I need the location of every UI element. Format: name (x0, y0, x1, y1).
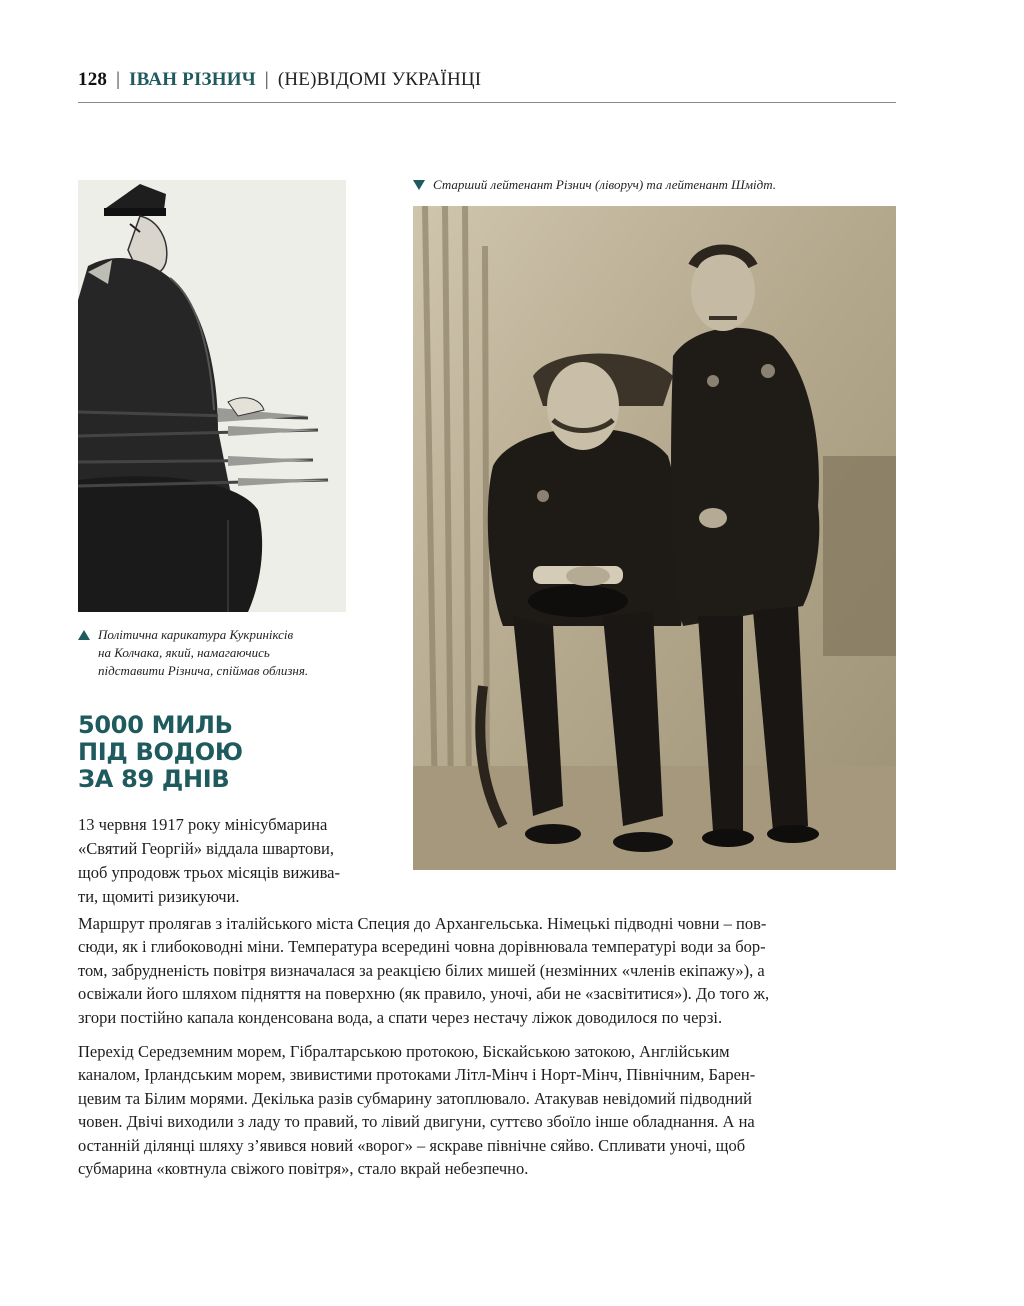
intro-paragraph (78, 813, 388, 909)
text-line: субмарина «ковтнула свіжого повітря», стало вкрай небезпечно. (78, 1159, 529, 1179)
historic-photo (413, 206, 896, 870)
heading-line: 5000 МИЛЬ (78, 711, 233, 739)
text-line: освіжали його шляхом підняття на поверхню (як правило, уночі, аби не «засвітитися»). До того ж, (78, 984, 770, 1004)
triangle-up-icon (78, 630, 90, 640)
caricature-drawing (78, 180, 346, 612)
body-paragraph-1 (78, 912, 898, 1029)
text-line: сюди, як і глибоководні міни. Температура всередині човна дорівнювала температурі води за бор- (78, 937, 766, 957)
body-paragraph-2 (78, 1040, 898, 1180)
caption-line: підставити Різнича, спіймав облизня. (98, 663, 309, 678)
text-line: останній ділянці шляху з’явився новий «ворог» – яскраве північне сяйво. Спливати уночі, щоб (78, 1135, 746, 1155)
heading-line: ЗА 89 ДНІВ (78, 765, 230, 793)
header-book-title: (НЕ)ВІДОМІ УКРАЇНЦІ (277, 69, 482, 90)
running-header (78, 66, 896, 103)
page-number: 128 (78, 69, 108, 90)
text-line: цевим та Білим морями. Декілька разів субмарину затоплювало. Атакував невідомий підводний (78, 1088, 752, 1108)
caption-line: на Колчака, який, намагаючись (98, 645, 270, 660)
header-separator: | (264, 69, 269, 90)
section-heading (78, 712, 378, 793)
text-line: «Святий Георгій» віддала швартови, (78, 839, 335, 858)
text-line: ти, щомиті ризикуючи. (78, 887, 240, 906)
triangle-down-icon (413, 180, 425, 190)
photo-drawing (413, 206, 896, 870)
text-line: 13 червня 1917 року мінісубмарина (78, 815, 328, 834)
text-line: човен. Двічі виходили з ладу то правий, то лівий двигуни, суттєво збоїло інше обладнання. А на (78, 1112, 755, 1132)
caricature-image (78, 180, 346, 612)
heading-line: ПІД ВОДОЮ (78, 738, 243, 766)
photo-caption-text: Старший лейтенант Різнич (ліворуч) та лейтенант Шмідт. (433, 177, 777, 192)
text-line: Маршрут пролягав з італійського міста Специя до Архангельська. Німецькі підводні човни – пов- (78, 914, 767, 933)
text-line: том, забрудненість повітря визначалася за реакцією білих мишей (незмінних «членів екіпажу»), а (78, 960, 765, 980)
text-line: згори постійно капала конденсована вода, а спати через нестачу ліжок доводилося по черзі. (78, 1007, 723, 1027)
photo-caption (413, 176, 896, 194)
header-separator: | (116, 69, 121, 90)
text-line: каналом, Ірландським морем, звивистими протоками Літл-Мінч і Норт-Мінч, Північним, Барен- (78, 1065, 756, 1085)
text-line: щоб упродовж трьох місяців вижива- (78, 863, 340, 882)
caption-line: Політична карикатура Кукриніксів (98, 627, 294, 642)
text-line: Перехід Середземним морем, Гібралтарською протокою, Біскайською затокою, Англійським (78, 1042, 730, 1061)
header-author: ІВАН РІЗНИЧ (129, 69, 256, 90)
caricature-caption (78, 626, 358, 680)
